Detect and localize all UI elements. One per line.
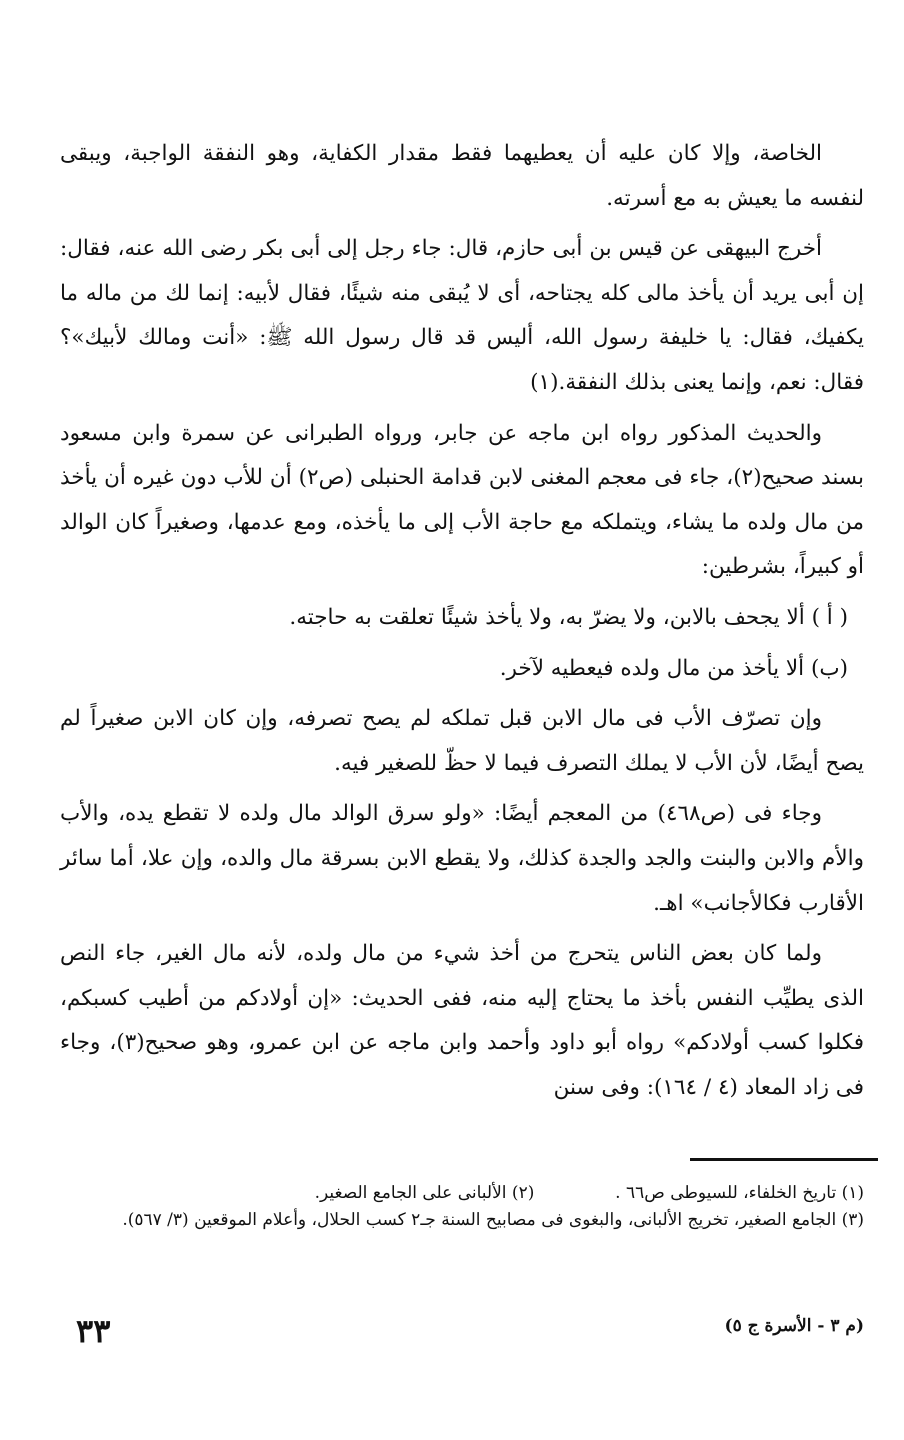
page-number: ٣٣ [76, 1312, 111, 1350]
condition-b: (ب) ألا يأخذ من مال ولده فيعطيه لآخر. [499, 655, 848, 681]
footnote-divider [690, 1158, 878, 1161]
footnote-row-1 [60, 1180, 864, 1207]
footnote-1: (١) تاريخ الخلفاء، للسيوطى ص٦٦ . [615, 1183, 864, 1203]
paragraph-3: والحديث المذكور رواه ابن ماجه عن جابر، ورواه الطبرانى عن سمرة وابن مسعود بسند صحيح(٢)، جاء فى معجم المغنى لابن قدامة الحنبلى (ص٢) أن للأب دون غيره أن يأخذ من مال ولده ما يشاء، ويتملكه مع حاجة الأب إلى ما يأخذه، ومع عدمها، وصغيراً كان الوالد أو كبيراً، بشرطين: [60, 420, 864, 580]
chapter-label: (م ٣ - الأسرة ج ٥) [724, 1316, 864, 1336]
paragraph-5: وجاء فى (ص٤٦٨) من المعجم أيضًا: «ولو سرق الوالد مال ولده لا تقطع يده، والأب والأم والابن والبنت والجد والجدة كذلك، ولا يقطع الابن بسرقة مال والده، وإن علا، أما سائر الأقارب فكالأجانب» اهـ. [60, 801, 864, 916]
condition-a: ( أ ) ألا يجحف بالابن، ولا يضرّ به، ولا يأخذ شيئًا تعلقت به حاجته. [289, 604, 848, 630]
footnote-2: (٢) الألبانى على الجامع الصغير. [314, 1183, 535, 1203]
footnotes [60, 1180, 864, 1234]
paragraph-6: ولما كان بعض الناس يتحرج من أخذ شيء من مال ولده، لأنه مال الغير، جاء النص الذى يطيِّب النفس بأخذ ما يحتاج إليه منه، ففى الحديث: «إن أولادكم من أطيب كسبكم، فكلوا كسب أولادكم» رواه أبو داود وأحمد وابن ماجه عن ابن عمرو، وهو صحيح(٣)، وجاء فى زاد المعاد (٤ / ١٦٤): وفى سنن [60, 941, 864, 1100]
footnote-3: (٣) الجامع الصغير، تخريج الألبانى، والبغوى فى مصابيح السنة جـ٢ كسب الحلال، وأعلام الموقعين (٣/ ٥٦٧). [122, 1210, 864, 1230]
paragraph-1: الخاصة، وإلا كان عليه أن يعطيهما فقط مقدار الكفاية، وهو النفقة الواجبة، ويبقى لنفسه ما يعيش به مع أسرته. [60, 141, 864, 211]
paragraph-4: وإن تصرّف الأب فى مال الابن قبل تملكه لم يصح تصرفه، وإن كان الابن صغيراً لم يصح أيضًا، لأن الأب لا يملك التصرف فيما لا حظّ للصغير فيه. [60, 706, 864, 776]
paragraph-2: أخرج البيهقى عن قيس بن أبى حازم، قال: جاء رجل إلى أبى بكر رضى الله عنه، فقال: إن أبى يريد أن يأخذ مالى كله يجتاحه، أى لا يُبقى منه شيئًا، فقال لأبيه: إنما لك من ماله ما يكفيك، فقال: يا خليفة رسول الله، أليس قد قال رسول الله ﷺ: «أنت ومالك لأبيك»؟ فقال: نعم، وإنما يعنى بذلك النفقة.(١) [60, 236, 864, 395]
main-text [60, 132, 864, 1116]
